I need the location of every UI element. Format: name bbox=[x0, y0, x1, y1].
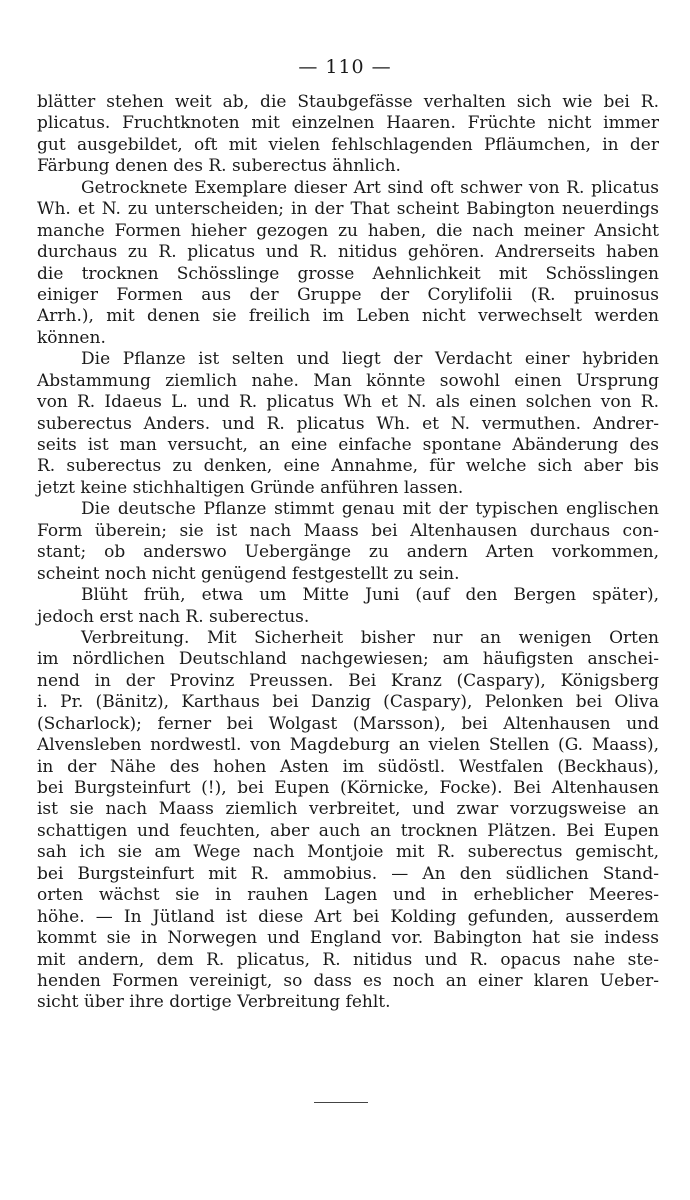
text-line: stant; ob anderswo Uebergänge zu andern Arten vorkommen, bbox=[37, 542, 659, 563]
text-line: sicht über ihre dortige Verbreitung fehlt. bbox=[37, 992, 391, 1013]
text-line: die trocknen Schösslinge grosse Aehnlichkeit mit Schösslingen bbox=[37, 263, 659, 284]
text-line: bei Burgsteinfurt (!), bei Eupen (Körnicke, Focke). Bei Altenhausen bbox=[37, 778, 659, 798]
page-number: — 110 — bbox=[298, 56, 392, 78]
text-line: Wh. et N. zu unterscheiden; in der That scheint Babington neuerdings bbox=[37, 199, 659, 220]
text-line: Abstammung ziemlich nahe. Man könnte sowohl einen Ursprung bbox=[37, 370, 659, 391]
text-line: in der Nähe des hohen Asten im südöstl. Westfalen (Beckhaus), bbox=[37, 756, 659, 777]
text-line: Form überein; sie ist nach Maass bei Altenhausen durchaus con- bbox=[37, 520, 659, 541]
text-line: höhe. — In Jütland ist diese Art bei Kolding gefunden, ausserdem bbox=[37, 906, 659, 927]
text-line: jetzt keine stichhaltigen Gründe anführen lassen. bbox=[37, 477, 464, 498]
text-line: Die deutsche Pflanze stimmt genau mit der typischen englischen bbox=[81, 499, 659, 520]
text-line: Alvensleben nordwestl. von Magdeburg an vielen Stellen (G. Maass), bbox=[37, 735, 659, 756]
text-line: Getrocknete Exemplare dieser Art sind oft schwer von R. plicatus bbox=[81, 177, 659, 198]
text-line: R. suberectus zu denken, eine Annahme, für welche sich aber bis bbox=[37, 456, 659, 477]
text-line: im nördlichen Deutschland nachgewiesen; am häufigsten anschei- bbox=[37, 649, 659, 670]
text-line: von R. Idaeus L. und R. plicatus Wh et N. als einen solchen von R. bbox=[37, 392, 659, 413]
footer-divider bbox=[314, 1102, 368, 1103]
text-line: durchaus zu R. plicatus und R. nitidus gehören. Andrerseits haben bbox=[37, 242, 659, 263]
text-line: orten wächst sie in rauhen Lagen und in erheblicher Meeres- bbox=[37, 885, 659, 906]
text-line: manche Formen hieher gezogen zu haben, die nach meiner Ansicht bbox=[37, 220, 659, 241]
text-line: gut ausgebildet, oft mit vielen fehlschlagenden Pfläumchen, in der bbox=[37, 134, 659, 155]
text-line: i. Pr. (Bänitz), Karthaus bei Danzig (Caspary), Pelonken bei Oliva bbox=[37, 692, 659, 713]
text-line: scheint noch nicht genügend festgestellt zu sein. bbox=[37, 563, 460, 584]
text-line: blätter stehen weit ab, die Staubgefässe verhalten sich wie bei R. bbox=[37, 92, 659, 112]
text-line: schattigen und feuchten, aber auch an trocknen Plätzen. Bei Eupen bbox=[37, 820, 659, 841]
text-line: Die Pflanze ist selten und liegt der Verdacht einer hybriden bbox=[81, 349, 659, 370]
text-line: Arrh.), mit denen sie freilich im Leben nicht verwechselt werden bbox=[37, 306, 659, 327]
text-line: seits ist man versucht, an eine einfache spontane Abänderung des bbox=[37, 435, 659, 455]
text-line: suberectus Anders. und R. plicatus Wh. et N. vermuthen. Andrer- bbox=[37, 413, 659, 434]
text-line: plicatus. Fruchtknoten mit einzelnen Haaren. Früchte nicht immer bbox=[37, 113, 659, 134]
text-line: mit andern, dem R. plicatus, R. nitidus und R. opacus nahe ste- bbox=[37, 949, 659, 970]
text-line: Färbung denen des R. suberectus ähnlich. bbox=[37, 156, 401, 177]
text-line: (Scharlock); ferner bei Wolgast (Marsson), bei Altenhausen und bbox=[37, 713, 659, 734]
text-line: bei Burgsteinfurt mit R. ammobius. — An den südlichen Stand- bbox=[37, 863, 659, 884]
text-line: einiger Formen aus der Gruppe der Corylifolii (R. pruinosus bbox=[37, 284, 659, 305]
text-line: können. bbox=[37, 327, 106, 348]
text-line: sah ich sie am Wege nach Montjoie mit R. suberectus gemischt, bbox=[37, 842, 659, 863]
text-line: kommt sie in Norwegen und England vor. Babington hat sie indess bbox=[37, 928, 659, 949]
text-line: Verbreitung. Mit Sicherheit bisher nur an wenigen Orten bbox=[81, 627, 659, 648]
text-line: henden Formen vereinigt, so dass es noch an einer klaren Ueber- bbox=[37, 970, 659, 991]
text-line: Blüht früh, etwa um Mitte Juni (auf den Bergen später), bbox=[81, 585, 659, 606]
text-line: jedoch erst nach R. suberectus. bbox=[37, 606, 310, 627]
text-line: ist sie nach Maass ziemlich verbreitet, und zwar vorzugsweise an bbox=[37, 799, 659, 820]
text-line: nend in der Provinz Preussen. Bei Kranz (Caspary), Königsberg bbox=[37, 670, 659, 691]
body-text bbox=[37, 92, 659, 1014]
